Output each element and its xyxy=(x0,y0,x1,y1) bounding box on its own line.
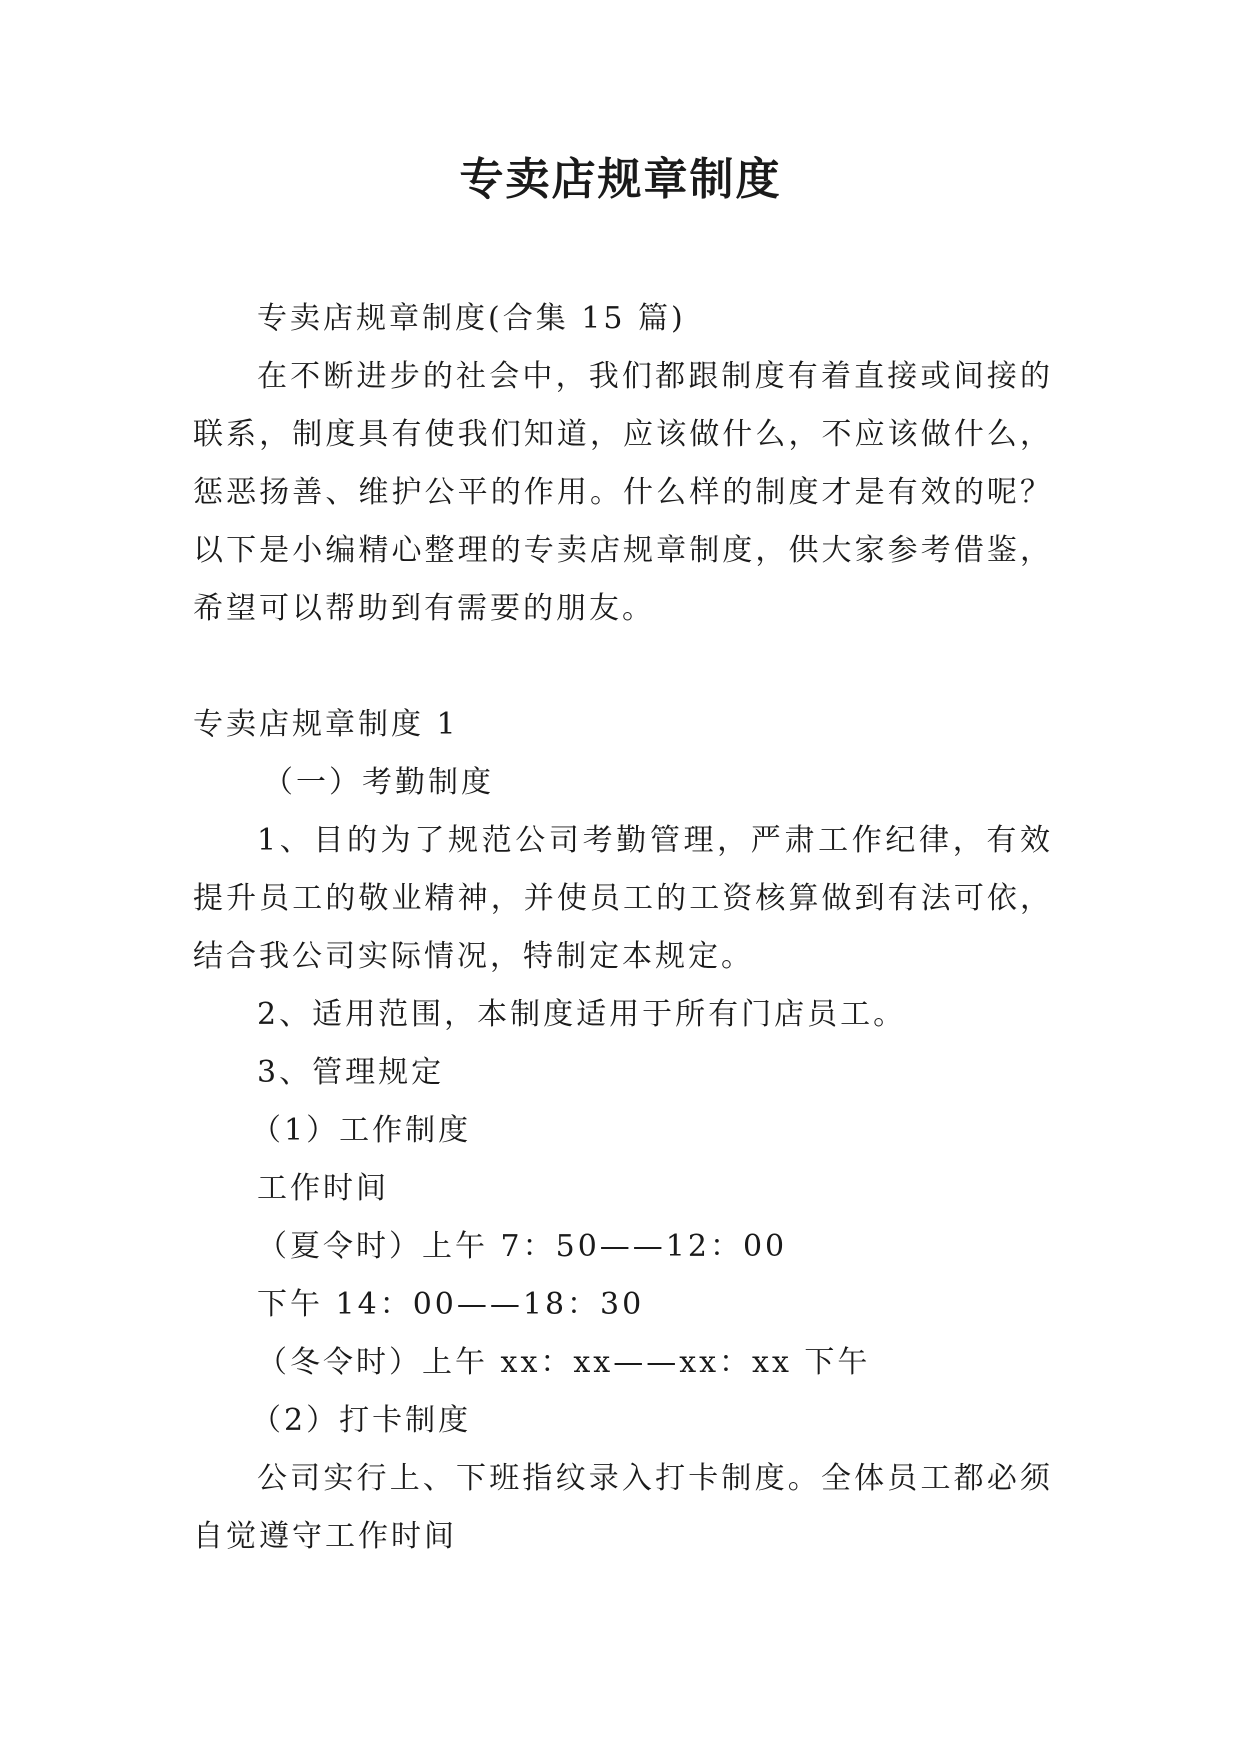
body-paragraph: （夏令时）上午 7：50——12：00 xyxy=(257,1229,788,1264)
spacer xyxy=(193,638,1053,696)
body-paragraph: （1）工作制度 xyxy=(251,1113,472,1148)
subsection-heading: （一）考勤制度 xyxy=(263,765,494,800)
body-paragraph: 公司实行上、下班指纹录入打卡制度。全体员工都必须自觉遵守工作时间 xyxy=(193,1461,1053,1554)
body-paragraph: （2）打卡制度 xyxy=(251,1403,472,1438)
intro-paragraph: 在不断进步的社会中，我们都跟制度有着直接或间接的联系，制度具有使我们知道，应该做什么，不应该做什么，惩恶扬善、维护公平的作用。什么样的制度才是有效的呢？以下是小编精心整理的专卖店规章制度，供大家参考借鉴，希望可以帮助到有需要的朋友。 xyxy=(193,359,1053,626)
body-paragraph: 工作时间 xyxy=(257,1171,389,1206)
body-paragraph: 1、目的为了规范公司考勤管理，严肃工作纪律，有效提升员工的敬业精神，并使员工的工资核算做到有法可依，结合我公司实际情况，特制定本规定。 xyxy=(193,823,1053,974)
document-body xyxy=(193,290,1053,1566)
body-paragraph: （冬令时）上午 xx：xx——xx：xx 下午 xyxy=(257,1345,871,1380)
body-paragraph: 下午 14：00——18：30 xyxy=(257,1287,645,1322)
section-heading: 专卖店规章制度 1 xyxy=(193,707,459,742)
subtitle-paragraph: 专卖店规章制度(合集 15 篇) xyxy=(257,301,686,336)
body-paragraph: 3、管理规定 xyxy=(257,1055,445,1090)
body-paragraph: 2、适用范围，本制度适用于所有门店员工。 xyxy=(257,997,907,1032)
document-title: 专卖店规章制度 xyxy=(459,154,782,205)
